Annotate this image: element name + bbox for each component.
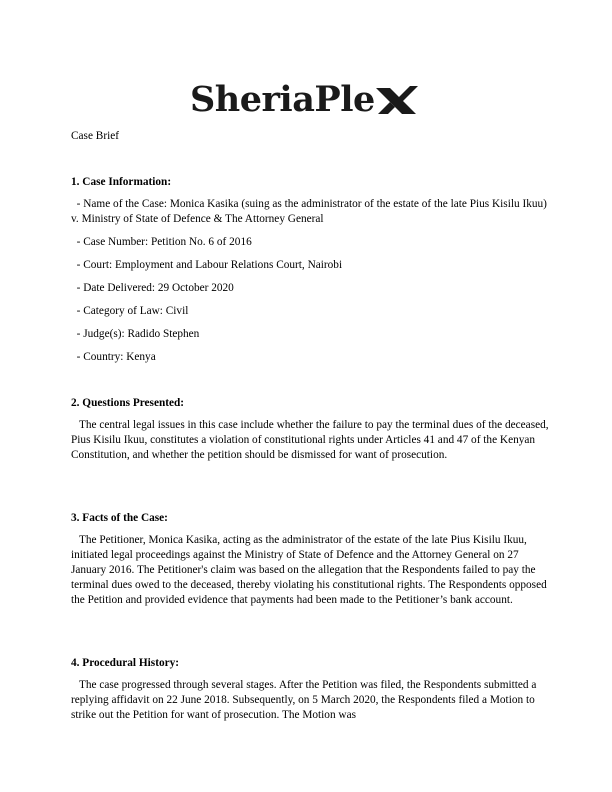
- section-heading-questions-presented: 2. Questions Presented:: [71, 397, 185, 409]
- logo-x-mark: [376, 86, 418, 114]
- section-heading-facts: 3. Facts of the Case:: [71, 512, 168, 524]
- category-of-law-line: - Category of Law: Civil: [71, 305, 189, 317]
- section-heading-case-information: 1. Case Information:: [71, 176, 172, 188]
- court-line: - Court: Employment and Labour Relations Court, Nairobi: [71, 259, 343, 271]
- procedural-history-paragraph: The case progressed through several stages. After the Petition was filed, the Respondents submitted a replying affidavit on 22 June 2018. Subsequently, on 5 March 2020, the Respondents filed a Motion to strike out the Petition for want of prosecution. The Motion was: [71, 679, 537, 721]
- judges-line: - Judge(s): Radido Stephen: [71, 328, 200, 340]
- document-title: Case Brief: [71, 130, 119, 142]
- sheriaplex-logo: [190, 78, 420, 122]
- questions-presented-paragraph: The central legal issues in this case include whether the failure to pay the terminal dues of the deceased, Pius Kisilu Ikuu, constitutes a violation of constitutional rights under Articles 41 and 47 of the Kenyan Constitution, and whether the petition should be dismissed for want of prosecution.: [71, 419, 549, 461]
- case-number-line: - Case Number: Petition No. 6 of 2016: [71, 236, 252, 248]
- case-name-line: - Name of the Case: Monica Kasika (suing as the administrator of the estate of the late Pius Kisilu Ikuu) v. Ministry of State of Defence & The Attorney General: [71, 198, 550, 225]
- facts-paragraph: The Petitioner, Monica Kasika, acting as the administrator of the estate of the late Pius Kisilu Ikuu, initiated legal proceedings against the Ministry of State of Defence and the Attorney General on 27 January 2016. The Petitioner's claim was based on the allegation that the Respondents failed to pay the terminal dues owed to the deceased, thereby violating his constitutional rights. The Respondents opposed the Petition and provided evidence that payments had been made to the Petitioner’s bank account.: [71, 534, 547, 606]
- date-delivered-line: - Date Delivered: 29 October 2020: [71, 282, 234, 294]
- logo-text: SheriaPle: [190, 79, 375, 120]
- country-line: - Country: Kenya: [71, 351, 156, 363]
- section-heading-procedural-history: 4. Procedural History:: [71, 657, 180, 669]
